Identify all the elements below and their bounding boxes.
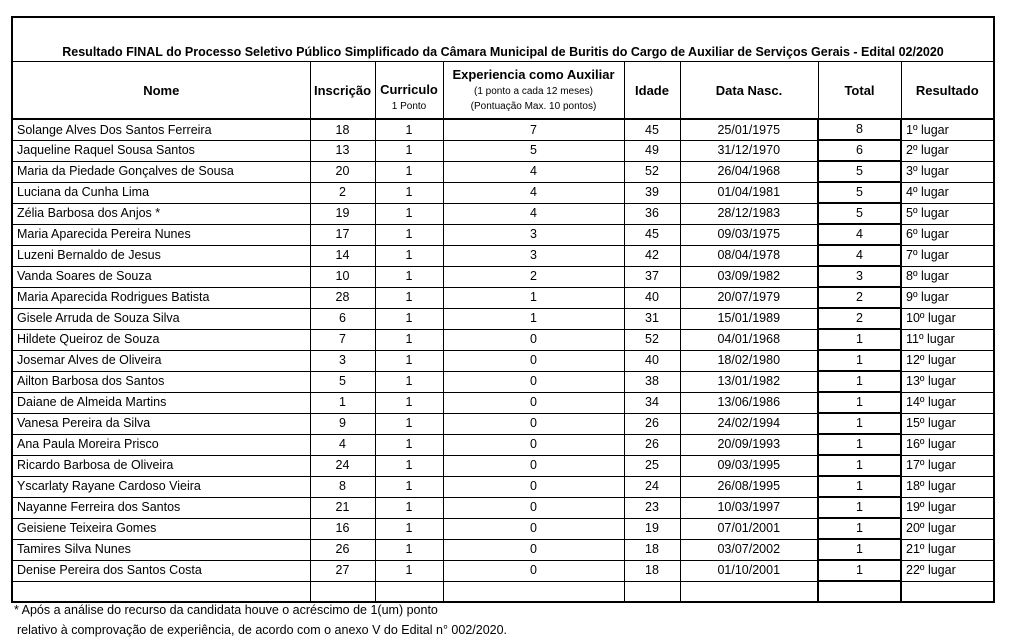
cell-resultado: 22º lugar xyxy=(901,560,994,581)
cell-data-nasc: 03/07/2002 xyxy=(680,539,818,560)
cell-data-nasc: 20/07/1979 xyxy=(680,287,818,308)
cell-inscricao: 14 xyxy=(310,245,375,266)
cell-inscricao: 4 xyxy=(310,434,375,455)
cell-total: 4 xyxy=(818,245,901,266)
cell-idade: 19 xyxy=(624,518,680,539)
cell-total xyxy=(818,581,901,602)
table-row xyxy=(12,455,994,476)
cell-resultado: 20º lugar xyxy=(901,518,994,539)
cell-resultado: 18º lugar xyxy=(901,476,994,497)
cell-total: 5 xyxy=(818,182,901,203)
cell-data-nasc: 18/02/1980 xyxy=(680,350,818,371)
table-row xyxy=(12,119,994,140)
cell-curriculo: 1 xyxy=(375,245,443,266)
cell-total: 4 xyxy=(818,224,901,245)
cell-nome: Geisiene Teixeira Gomes xyxy=(12,518,310,539)
cell-idade: 40 xyxy=(624,350,680,371)
cell-total: 1 xyxy=(818,392,901,413)
cell-total: 6 xyxy=(818,140,901,161)
results-sheet xyxy=(11,16,993,603)
cell-curriculo: 1 xyxy=(375,119,443,140)
cell-data-nasc xyxy=(680,581,818,602)
cell-total: 2 xyxy=(818,287,901,308)
cell-total: 1 xyxy=(818,329,901,350)
cell-resultado: 3º lugar xyxy=(901,161,994,182)
cell-curriculo: 1 xyxy=(375,455,443,476)
cell-inscricao: 27 xyxy=(310,560,375,581)
cell-total: 1 xyxy=(818,371,901,392)
cell-experiencia: 0 xyxy=(443,539,624,560)
table-row xyxy=(12,539,994,560)
cell-resultado: 6º lugar xyxy=(901,224,994,245)
cell-experiencia: 0 xyxy=(443,350,624,371)
cell-inscricao: 8 xyxy=(310,476,375,497)
cell-idade: 39 xyxy=(624,182,680,203)
cell-total: 1 xyxy=(818,350,901,371)
cell-nome: Denise Pereira dos Santos Costa xyxy=(12,560,310,581)
cell-data-nasc: 10/03/1997 xyxy=(680,497,818,518)
cell-inscricao: 7 xyxy=(310,329,375,350)
cell-resultado: 11º lugar xyxy=(901,329,994,350)
cell-data-nasc: 13/06/1986 xyxy=(680,392,818,413)
results-body xyxy=(12,119,994,602)
cell-data-nasc: 24/02/1994 xyxy=(680,413,818,434)
cell-experiencia: 2 xyxy=(443,266,624,287)
cell-idade: 24 xyxy=(624,476,680,497)
cell-resultado: 14º lugar xyxy=(901,392,994,413)
cell-resultado: 5º lugar xyxy=(901,203,994,224)
cell-experiencia: 1 xyxy=(443,308,624,329)
cell-experiencia: 3 xyxy=(443,224,624,245)
cell-idade: 52 xyxy=(624,329,680,350)
cell-nome: Jaqueline Raquel Sousa Santos xyxy=(12,140,310,161)
cell-resultado: 13º lugar xyxy=(901,371,994,392)
header-experiencia xyxy=(443,62,624,120)
cell-idade: 45 xyxy=(624,224,680,245)
table-row xyxy=(12,224,994,245)
cell-inscricao: 9 xyxy=(310,413,375,434)
cell-nome: Nayanne Ferreira dos Santos xyxy=(12,497,310,518)
cell-experiencia: 4 xyxy=(443,203,624,224)
cell-nome: Luzeni Bernaldo de Jesus xyxy=(12,245,310,266)
cell-data-nasc: 20/09/1993 xyxy=(680,434,818,455)
cell-experiencia: 0 xyxy=(443,413,624,434)
cell-data-nasc: 09/03/1975 xyxy=(680,224,818,245)
cell-inscricao: 6 xyxy=(310,308,375,329)
header-idade: Idade xyxy=(624,62,680,120)
cell-data-nasc: 07/01/2001 xyxy=(680,518,818,539)
cell-curriculo: 1 xyxy=(375,350,443,371)
cell-data-nasc: 15/01/1989 xyxy=(680,308,818,329)
cell-total: 1 xyxy=(818,518,901,539)
cell-data-nasc: 13/01/1982 xyxy=(680,371,818,392)
cell-nome: Maria Aparecida Rodrigues Batista xyxy=(12,287,310,308)
footnote xyxy=(14,600,507,640)
cell-nome: Maria Aparecida Pereira Nunes xyxy=(12,224,310,245)
cell-experiencia: 1 xyxy=(443,287,624,308)
cell-nome xyxy=(12,581,310,602)
cell-nome: Ailton Barbosa dos Santos xyxy=(12,371,310,392)
cell-curriculo: 1 xyxy=(375,203,443,224)
cell-inscricao: 5 xyxy=(310,371,375,392)
cell-curriculo: 1 xyxy=(375,560,443,581)
cell-idade: 45 xyxy=(624,119,680,140)
cell-experiencia: 0 xyxy=(443,497,624,518)
cell-resultado: 15º lugar xyxy=(901,413,994,434)
cell-experiencia: 3 xyxy=(443,245,624,266)
cell-inscricao: 13 xyxy=(310,140,375,161)
cell-curriculo: 1 xyxy=(375,497,443,518)
cell-nome: Tamires Silva Nunes xyxy=(12,539,310,560)
table-row xyxy=(12,371,994,392)
cell-experiencia: 0 xyxy=(443,476,624,497)
header-resultado: Resultado xyxy=(901,62,994,120)
footnote-line-2: relativo à comprovação de experiência, de acordo com o anexo V do Edital n° 002/2020. xyxy=(17,623,508,637)
cell-idade xyxy=(624,581,680,602)
cell-inscricao: 2 xyxy=(310,182,375,203)
cell-inscricao: 1 xyxy=(310,392,375,413)
cell-total: 1 xyxy=(818,560,901,581)
cell-total: 1 xyxy=(818,434,901,455)
header-row xyxy=(12,62,994,120)
cell-data-nasc: 09/03/1995 xyxy=(680,455,818,476)
cell-total: 5 xyxy=(818,203,901,224)
cell-resultado: 7º lugar xyxy=(901,245,994,266)
cell-curriculo: 1 xyxy=(375,476,443,497)
cell-inscricao: 10 xyxy=(310,266,375,287)
cell-experiencia: 0 xyxy=(443,560,624,581)
cell-nome: Daiane de Almeida Martins xyxy=(12,392,310,413)
cell-experiencia: 5 xyxy=(443,140,624,161)
header-inscricao: Inscrição xyxy=(310,62,375,120)
cell-resultado: 1º lugar xyxy=(901,119,994,140)
cell-curriculo: 1 xyxy=(375,287,443,308)
header-curriculo-sub: 1 Ponto xyxy=(391,100,427,112)
header-experiencia-sub1: (1 ponto a cada 12 meses) xyxy=(474,86,593,97)
cell-resultado xyxy=(901,581,994,602)
cell-idade: 26 xyxy=(624,434,680,455)
table-row xyxy=(12,266,994,287)
cell-inscricao: 19 xyxy=(310,203,375,224)
table-row xyxy=(12,350,994,371)
table-row xyxy=(12,392,994,413)
cell-experiencia: 4 xyxy=(443,161,624,182)
header-data-nasc: Data Nasc. xyxy=(680,62,818,120)
table-row xyxy=(12,497,994,518)
title-row xyxy=(12,17,994,62)
empty-row xyxy=(12,581,994,602)
cell-resultado: 21º lugar xyxy=(901,539,994,560)
cell-curriculo: 1 xyxy=(375,329,443,350)
cell-data-nasc: 31/12/1970 xyxy=(680,140,818,161)
cell-inscricao: 3 xyxy=(310,350,375,371)
cell-idade: 52 xyxy=(624,161,680,182)
cell-resultado: 12º lugar xyxy=(901,350,994,371)
cell-curriculo: 1 xyxy=(375,182,443,203)
table-row xyxy=(12,560,994,581)
table-row xyxy=(12,308,994,329)
cell-total: 3 xyxy=(818,266,901,287)
table-row xyxy=(12,161,994,182)
cell-experiencia: 0 xyxy=(443,392,624,413)
cell-resultado: 8º lugar xyxy=(901,266,994,287)
table-row xyxy=(12,140,994,161)
cell-idade: 40 xyxy=(624,287,680,308)
cell-idade: 42 xyxy=(624,245,680,266)
cell-resultado: 2º lugar xyxy=(901,140,994,161)
table-row xyxy=(12,245,994,266)
cell-experiencia: 0 xyxy=(443,329,624,350)
cell-idade: 34 xyxy=(624,392,680,413)
document-title: Resultado FINAL do Processo Seletivo Público Simplificado da Câmara Municipal de Buritis do Cargo de Auxiliar de Serviços Gerais - Edital 02/2020 xyxy=(12,17,994,62)
cell-curriculo: 1 xyxy=(375,434,443,455)
cell-data-nasc: 03/09/1982 xyxy=(680,266,818,287)
cell-data-nasc: 08/04/1978 xyxy=(680,245,818,266)
cell-resultado: 10º lugar xyxy=(901,308,994,329)
cell-total: 1 xyxy=(818,413,901,434)
cell-resultado: 4º lugar xyxy=(901,182,994,203)
cell-inscricao: 20 xyxy=(310,161,375,182)
cell-inscricao: 16 xyxy=(310,518,375,539)
cell-experiencia: 0 xyxy=(443,518,624,539)
header-total: Total xyxy=(818,62,901,120)
cell-curriculo: 1 xyxy=(375,371,443,392)
cell-nome: Vanesa Pereira da Silva xyxy=(12,413,310,434)
cell-experiencia: 7 xyxy=(443,119,624,140)
cell-inscricao: 28 xyxy=(310,287,375,308)
table-row xyxy=(12,182,994,203)
results-table xyxy=(11,16,995,603)
cell-total: 1 xyxy=(818,455,901,476)
table-row xyxy=(12,476,994,497)
cell-nome: Ana Paula Moreira Prisco xyxy=(12,434,310,455)
cell-curriculo: 1 xyxy=(375,266,443,287)
cell-data-nasc: 28/12/1983 xyxy=(680,203,818,224)
cell-nome: Vanda Soares de Souza xyxy=(12,266,310,287)
cell-inscricao: 18 xyxy=(310,119,375,140)
header-curriculo-label: Curriculo xyxy=(380,81,438,97)
cell-data-nasc: 26/08/1995 xyxy=(680,476,818,497)
table-row xyxy=(12,518,994,539)
cell-experiencia: 4 xyxy=(443,182,624,203)
cell-total: 8 xyxy=(818,119,901,140)
cell-curriculo: 1 xyxy=(375,392,443,413)
header-nome: Nome xyxy=(12,62,310,120)
cell-inscricao: 24 xyxy=(310,455,375,476)
cell-nome: Solange Alves Dos Santos Ferreira xyxy=(12,119,310,140)
cell-data-nasc: 04/01/1968 xyxy=(680,329,818,350)
table-row xyxy=(12,434,994,455)
cell-idade: 18 xyxy=(624,539,680,560)
cell-nome: Yscarlaty Rayane Cardoso Vieira xyxy=(12,476,310,497)
cell-total: 1 xyxy=(818,539,901,560)
cell-experiencia xyxy=(443,581,624,602)
cell-total: 5 xyxy=(818,161,901,182)
cell-inscricao: 26 xyxy=(310,539,375,560)
cell-data-nasc: 01/10/2001 xyxy=(680,560,818,581)
table-row xyxy=(12,329,994,350)
header-experiencia-label: Experiencia como Auxiliar xyxy=(452,67,615,82)
cell-idade: 18 xyxy=(624,560,680,581)
cell-experiencia: 0 xyxy=(443,371,624,392)
cell-curriculo: 1 xyxy=(375,161,443,182)
header-experiencia-sub2: (Pontuação Max. 10 pontos) xyxy=(470,101,597,112)
table-row xyxy=(12,287,994,308)
cell-idade: 38 xyxy=(624,371,680,392)
cell-curriculo: 1 xyxy=(375,224,443,245)
cell-nome: Luciana da Cunha Lima xyxy=(12,182,310,203)
cell-resultado: 16º lugar xyxy=(901,434,994,455)
cell-idade: 49 xyxy=(624,140,680,161)
cell-nome: Maria da Piedade Gonçalves de Sousa xyxy=(12,161,310,182)
header-curriculo xyxy=(375,62,443,120)
cell-curriculo: 1 xyxy=(375,539,443,560)
cell-idade: 36 xyxy=(624,203,680,224)
cell-experiencia: 0 xyxy=(443,455,624,476)
cell-curriculo: 1 xyxy=(375,518,443,539)
table-row xyxy=(12,203,994,224)
cell-idade: 23 xyxy=(624,497,680,518)
cell-inscricao: 17 xyxy=(310,224,375,245)
cell-idade: 25 xyxy=(624,455,680,476)
cell-idade: 37 xyxy=(624,266,680,287)
cell-total: 2 xyxy=(818,308,901,329)
cell-resultado: 9º lugar xyxy=(901,287,994,308)
footnote-line-1: * Após a análise do recurso da candidata houve o acréscimo de 1(um) ponto xyxy=(14,603,438,617)
cell-inscricao xyxy=(310,581,375,602)
cell-idade: 26 xyxy=(624,413,680,434)
cell-nome: Zélia Barbosa dos Anjos * xyxy=(12,203,310,224)
cell-nome: Josemar Alves de Oliveira xyxy=(12,350,310,371)
cell-data-nasc: 25/01/1975 xyxy=(680,119,818,140)
cell-nome: Hildete Queiroz de Souza xyxy=(12,329,310,350)
cell-curriculo: 1 xyxy=(375,413,443,434)
cell-resultado: 17º lugar xyxy=(901,455,994,476)
cell-total: 1 xyxy=(818,476,901,497)
cell-curriculo xyxy=(375,581,443,602)
cell-idade: 31 xyxy=(624,308,680,329)
cell-resultado: 19º lugar xyxy=(901,497,994,518)
cell-data-nasc: 26/04/1968 xyxy=(680,161,818,182)
cell-experiencia: 0 xyxy=(443,434,624,455)
cell-nome: Ricardo Barbosa de Oliveira xyxy=(12,455,310,476)
cell-total: 1 xyxy=(818,497,901,518)
cell-data-nasc: 01/04/1981 xyxy=(680,182,818,203)
cell-nome: Gisele Arruda de Souza Silva xyxy=(12,308,310,329)
cell-curriculo: 1 xyxy=(375,140,443,161)
cell-curriculo: 1 xyxy=(375,308,443,329)
cell-inscricao: 21 xyxy=(310,497,375,518)
table-row xyxy=(12,413,994,434)
